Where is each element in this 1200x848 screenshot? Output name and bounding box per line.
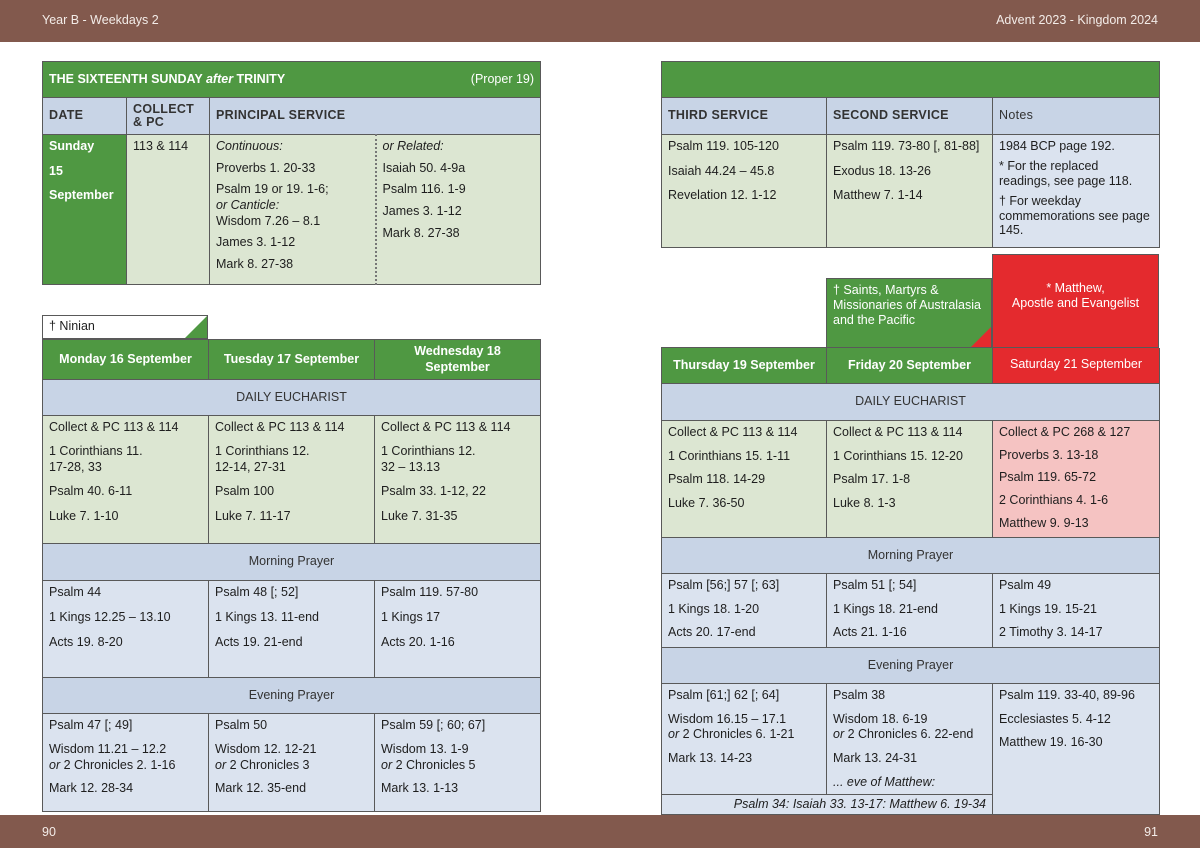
sunday-title: THE SIXTEENTH SUNDAY after TRINITY [49, 71, 286, 86]
services-title-row [662, 62, 1160, 98]
header-right: Advent 2023 - Kingdom 2024 [996, 13, 1158, 27]
wednesday-evening: Psalm 59 [; 60; 67] Wisdom 13. 1-9 or 2 Chronicles 5 Mark 13. 1-13 [375, 714, 541, 812]
thursday-eucharist: Collect & PC 113 & 114 1 Corinthians 15. 1-11 Psalm 118. 14-29 Luke 7. 36-50 [662, 421, 827, 538]
header-left: Year B - Weekdays 2 [42, 13, 159, 27]
green-corner-marker [185, 316, 207, 338]
left-week-table [42, 339, 541, 812]
col-collect: COLLECT & PC [127, 98, 210, 135]
monday-evening: Psalm 47 [; 49] Wisdom 11.21 – 12.2 or 2 Chronicles 2. 1-16 Mark 12. 28-34 [43, 714, 209, 812]
thursday-evening: Psalm [61;] 62 [; 64] Wisdom 16.15 – 17.1 or 2 Chronicles 6. 1-21 Mark 13. 14-23 [662, 684, 827, 795]
sunday-collect-cell: 113 & 114 [127, 135, 210, 285]
eve-of-matthew-readings: Psalm 34: Isaiah 33. 13-17: Matthew 6. 19-34 [662, 795, 993, 815]
notes-cell: 1984 BCP page 192. * For the replaced readings, see page 118. † For weekday commemorations see page 145. [993, 135, 1160, 248]
saturday-morning: Psalm 49 1 Kings 19. 15-21 2 Timothy 3. 14-17 [993, 574, 1160, 648]
sunday-table [42, 61, 541, 285]
day-monday: Monday 16 September [43, 340, 209, 380]
page-header [0, 0, 1200, 42]
col-principal: PRINCIPAL SERVICE [210, 98, 541, 135]
friday-commemoration: † Saints, Martyrs & Missionaries of Australasia and the Pacific [826, 278, 992, 348]
third-service-cell: Psalm 119. 105-120 Isaiah 44.24 – 45.8 Revelation 12. 1-12 [662, 135, 827, 248]
saturday-evening: Psalm 119. 33-40, 89-96 Ecclesiastes 5. 4-12 Matthew 19. 16-30 [993, 684, 1160, 815]
page-footer [0, 815, 1200, 848]
friday-eucharist: Collect & PC 113 & 114 1 Corinthians 15. 12-20 Psalm 17. 1-8 Luke 8. 1-3 [827, 421, 993, 538]
day-wednesday: Wednesday 18 September [375, 340, 541, 380]
right-page-number: 91 [1144, 825, 1158, 839]
right-morning-prayer-heading: Morning Prayer [662, 538, 1160, 574]
related-cell: or Related: Isaiah 50. 4-9a Psalm 116. 1-9 James 3. 1-12 Mark 8. 27-38 [376, 135, 541, 285]
right-evening-prayer-heading: Evening Prayer [662, 648, 1160, 684]
saturday-eucharist: Collect & PC 268 & 127 Proverbs 3. 13-18 Psalm 119. 65-72 2 Corinthians 4. 1-6 Matthew 9. 9-13 [993, 421, 1160, 538]
second-service-cell: Psalm 119. 73-80 [, 81-88] Exodus 18. 13-26 Matthew 7. 1-14 [827, 135, 993, 248]
day-tuesday: Tuesday 17 September [209, 340, 375, 380]
col-date: DATE [43, 98, 127, 135]
wednesday-morning: Psalm 119. 57-80 1 Kings 17 Acts 20. 1-16 [375, 581, 541, 678]
continuous-cell: Continuous: Proverbs 1. 20-33 Psalm 19 or 19. 1-6; or Canticle: Wisdom 7.26 – 8.1 James 3. 1-12 Mark 8. 27-38 [210, 135, 376, 285]
sunday-date-cell: Sunday 15 September [43, 135, 127, 285]
col-third-service: THIRD SERVICE [662, 98, 827, 135]
ninian-commemoration: † Ninian [42, 315, 208, 339]
day-thursday: Thursday 19 September [662, 348, 827, 384]
tuesday-eucharist: Collect & PC 113 & 114 1 Corinthians 12. 12-14, 27-31 Psalm 100 Luke 7. 11-17 [209, 416, 375, 544]
thursday-morning: Psalm [56;] 57 [; 63] 1 Kings 18. 1-20 Acts 20. 17-end [662, 574, 827, 648]
day-saturday: Saturday 21 September [993, 348, 1160, 384]
left-page-number: 90 [42, 825, 56, 839]
evening-prayer-heading: Evening Prayer [43, 678, 541, 714]
monday-morning: Psalm 44 1 Kings 12.25 – 13.10 Acts 19. 8-20 [43, 581, 209, 678]
col-notes: Notes [993, 98, 1160, 135]
day-friday: Friday 20 September [827, 348, 993, 384]
col-second-service: SECOND SERVICE [827, 98, 993, 135]
red-corner-marker [971, 327, 991, 347]
monday-eucharist: Collect & PC 113 & 114 1 Corinthians 11. 17-28, 33 Psalm 40. 6-11 Luke 7. 1-10 [43, 416, 209, 544]
friday-evening: Psalm 38 Wisdom 18. 6-19 or 2 Chronicles 6. 22-end Mark 13. 24-31 ... eve of Matthew: [827, 684, 993, 795]
right-week-table [661, 347, 1160, 815]
proper-label: (Proper 19) [470, 71, 535, 86]
morning-prayer-heading: Morning Prayer [43, 544, 541, 581]
right-daily-eucharist-heading: DAILY EUCHARIST [662, 384, 1160, 421]
wednesday-eucharist: Collect & PC 113 & 114 1 Corinthians 12. 32 – 13.13 Psalm 33. 1-12, 22 Luke 7. 31-35 [375, 416, 541, 544]
tuesday-morning: Psalm 48 [; 52] 1 Kings 13. 11-end Acts 19. 21-end [209, 581, 375, 678]
sunday-services-table [661, 61, 1160, 248]
daily-eucharist-heading: DAILY EUCHARIST [43, 380, 541, 416]
friday-morning: Psalm 51 [; 54] 1 Kings 18. 21-end Acts 21. 1-16 [827, 574, 993, 648]
sunday-title-row [43, 62, 541, 98]
tuesday-evening: Psalm 50 Wisdom 12. 12-21 or 2 Chronicles 3 Mark 12. 35-end [209, 714, 375, 812]
saturday-feast: * Matthew, Apostle and Evangelist [992, 254, 1159, 348]
